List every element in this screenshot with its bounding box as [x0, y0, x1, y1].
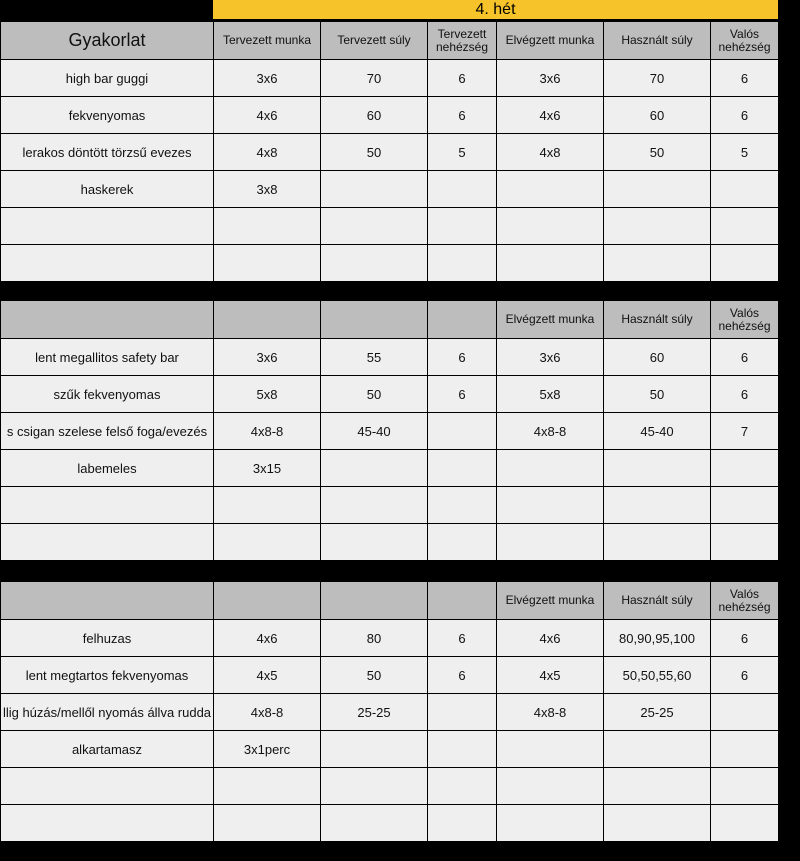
cell-exercise[interactable] — [1, 413, 214, 450]
cell-exercise[interactable]: haskerek — [1, 171, 214, 208]
table-row — [1, 694, 779, 731]
cell-done-work[interactable]: 4x8-8 — [497, 413, 604, 450]
cell-used-weight[interactable] — [604, 245, 711, 282]
workout-table-2 — [0, 300, 779, 561]
cell-planned-difficulty[interactable] — [428, 694, 497, 731]
exercise-label: s csigan szelese felső foga/evezés — [6, 423, 208, 439]
cell-used-weight[interactable]: 50 — [604, 376, 711, 413]
cell-used-weight[interactable] — [604, 208, 711, 245]
header-real-difficulty-label: Valós nehézség — [718, 305, 771, 333]
cell-planned-work[interactable]: 3x6 — [214, 60, 321, 97]
cell-exercise[interactable] — [1, 805, 214, 842]
cell-planned-weight[interactable] — [321, 487, 428, 524]
cell-done-work[interactable]: 3x6 — [497, 60, 604, 97]
cell-planned-work[interactable] — [214, 208, 321, 245]
cell-planned-work[interactable]: 3x8 — [214, 171, 321, 208]
cell-used-weight[interactable] — [604, 524, 711, 561]
header-blank — [214, 582, 321, 620]
cell-planned-weight[interactable]: 25-25 — [321, 694, 428, 731]
header-used-weight: Használt súly — [604, 22, 711, 60]
header-planned-weight: Tervezett súly — [321, 22, 428, 60]
table-row — [1, 171, 779, 208]
cell-real-difficulty[interactable] — [711, 487, 779, 524]
cell-planned-difficulty[interactable] — [428, 245, 497, 282]
cell-done-work[interactable] — [497, 208, 604, 245]
cell-planned-difficulty[interactable] — [428, 768, 497, 805]
cell-planned-weight[interactable] — [321, 805, 428, 842]
cell-done-work[interactable]: 4x8-8 — [497, 694, 604, 731]
cell-real-difficulty[interactable] — [711, 694, 779, 731]
header-blank — [1, 301, 214, 339]
cell-used-weight[interactable]: 50 — [604, 134, 711, 171]
header-used-weight: Használt súly — [604, 301, 711, 339]
header-exercise: Gyakorlat — [1, 22, 214, 60]
header-done-work: Elvégzett munka — [497, 582, 604, 620]
cell-planned-weight[interactable]: 50 — [321, 657, 428, 694]
cell-real-difficulty[interactable]: 7 — [711, 413, 779, 450]
header-blank — [1, 582, 214, 620]
cell-used-weight[interactable] — [604, 731, 711, 768]
cell-planned-difficulty[interactable] — [428, 208, 497, 245]
cell-planned-work[interactable]: 4x8-8 — [214, 413, 321, 450]
table-row — [1, 487, 779, 524]
header-done-work: Elvégzett munka — [497, 22, 604, 60]
cell-used-weight[interactable]: 25-25 — [604, 694, 711, 731]
table-row — [1, 339, 779, 376]
cell-planned-difficulty[interactable]: 6 — [428, 339, 497, 376]
cell-real-difficulty[interactable] — [711, 171, 779, 208]
table-row — [1, 768, 779, 805]
cell-planned-work[interactable]: 4x5 — [214, 657, 321, 694]
cell-exercise[interactable] — [1, 768, 214, 805]
table-row — [1, 524, 779, 561]
cell-planned-difficulty[interactable] — [428, 450, 497, 487]
workout-table-1 — [0, 21, 779, 282]
cell-planned-work[interactable]: 4x6 — [214, 620, 321, 657]
header-blank — [214, 301, 321, 339]
table-header — [1, 582, 779, 620]
table-header — [1, 301, 779, 339]
cell-used-weight[interactable] — [604, 487, 711, 524]
table-row — [1, 413, 779, 450]
cell-planned-work[interactable] — [214, 245, 321, 282]
header-blank — [321, 582, 428, 620]
cell-exercise[interactable] — [1, 524, 214, 561]
workout-table-3 — [0, 581, 779, 842]
header-real-difficulty-label: Valós nehézség — [718, 26, 771, 54]
header-real-difficulty-label: Valós nehézség — [718, 586, 771, 614]
cell-real-difficulty[interactable] — [711, 245, 779, 282]
cell-real-difficulty[interactable] — [711, 208, 779, 245]
cell-planned-difficulty[interactable]: 6 — [428, 60, 497, 97]
cell-used-weight[interactable]: 45-40 — [604, 413, 711, 450]
cell-planned-work[interactable]: 4x6 — [214, 97, 321, 134]
cell-planned-difficulty[interactable] — [428, 487, 497, 524]
header-blank — [428, 301, 497, 339]
cell-planned-weight[interactable]: 55 — [321, 339, 428, 376]
cell-used-weight[interactable] — [604, 805, 711, 842]
cell-planned-difficulty[interactable]: 6 — [428, 657, 497, 694]
cell-planned-difficulty[interactable] — [428, 731, 497, 768]
cell-real-difficulty[interactable] — [711, 524, 779, 561]
cell-used-weight[interactable]: 60 — [604, 339, 711, 376]
exercise-label: llig húzás/mellől nyomás állva rudda — [2, 704, 212, 720]
cell-planned-difficulty[interactable]: 6 — [428, 376, 497, 413]
cell-used-weight[interactable]: 50,50,55,60 — [604, 657, 711, 694]
cell-done-work[interactable] — [497, 487, 604, 524]
cell-real-difficulty[interactable]: 6 — [711, 339, 779, 376]
cell-planned-weight[interactable] — [321, 171, 428, 208]
table-row — [1, 97, 779, 134]
cell-planned-weight[interactable] — [321, 450, 428, 487]
cell-planned-work[interactable] — [214, 487, 321, 524]
table-row — [1, 134, 779, 171]
cell-done-work[interactable]: 3x6 — [497, 339, 604, 376]
header-done-work: Elvégzett munka — [497, 301, 604, 339]
header-planned-difficulty — [428, 22, 497, 60]
cell-planned-work[interactable]: 3x1perc — [214, 731, 321, 768]
cell-exercise[interactable]: high bar guggi — [1, 60, 214, 97]
cell-planned-work[interactable] — [214, 768, 321, 805]
cell-planned-weight[interactable]: 45-40 — [321, 413, 428, 450]
cell-real-difficulty[interactable]: 6 — [711, 620, 779, 657]
cell-planned-weight[interactable] — [321, 768, 428, 805]
cell-planned-weight[interactable] — [321, 524, 428, 561]
cell-planned-weight[interactable] — [321, 245, 428, 282]
cell-real-difficulty[interactable] — [711, 450, 779, 487]
table-row — [1, 450, 779, 487]
table-row — [1, 245, 779, 282]
table-row — [1, 376, 779, 413]
cell-used-weight[interactable]: 80,90,95,100 — [604, 620, 711, 657]
cell-planned-difficulty[interactable]: 6 — [428, 620, 497, 657]
cell-exercise[interactable]: lerakos döntött törzsű evezes — [1, 134, 214, 171]
cell-done-work[interactable] — [497, 524, 604, 561]
cell-real-difficulty[interactable]: 6 — [711, 97, 779, 134]
header-real-difficulty — [711, 301, 779, 339]
cell-planned-weight[interactable]: 50 — [321, 376, 428, 413]
cell-used-weight[interactable]: 70 — [604, 60, 711, 97]
cell-real-difficulty[interactable]: 6 — [711, 376, 779, 413]
table-row — [1, 805, 779, 842]
header-real-difficulty — [711, 22, 779, 60]
cell-done-work[interactable]: 4x8 — [497, 134, 604, 171]
cell-exercise[interactable] — [1, 487, 214, 524]
cell-used-weight[interactable] — [604, 171, 711, 208]
header-real-difficulty — [711, 582, 779, 620]
cell-planned-difficulty[interactable] — [428, 524, 497, 561]
table-row — [1, 731, 779, 768]
cell-planned-difficulty[interactable] — [428, 805, 497, 842]
cell-real-difficulty[interactable] — [711, 731, 779, 768]
table-row — [1, 208, 779, 245]
cell-exercise[interactable]: szűk fekvenyomas — [1, 376, 214, 413]
cell-exercise[interactable]: lent megtartos fekvenyomas — [1, 657, 214, 694]
cell-exercise[interactable] — [1, 245, 214, 282]
cell-done-work[interactable] — [497, 171, 604, 208]
cell-done-work[interactable] — [497, 805, 604, 842]
cell-done-work[interactable]: 4x5 — [497, 657, 604, 694]
table-row — [1, 620, 779, 657]
cell-planned-difficulty[interactable] — [428, 413, 497, 450]
table-row — [1, 60, 779, 97]
cell-done-work[interactable]: 5x8 — [497, 376, 604, 413]
cell-planned-difficulty[interactable]: 5 — [428, 134, 497, 171]
cell-planned-work[interactable]: 5x8 — [214, 376, 321, 413]
cell-planned-work[interactable] — [214, 805, 321, 842]
cell-done-work[interactable] — [497, 731, 604, 768]
cell-planned-work[interactable]: 4x8 — [214, 134, 321, 171]
cell-planned-weight[interactable]: 50 — [321, 134, 428, 171]
cell-used-weight[interactable] — [604, 450, 711, 487]
cell-planned-weight[interactable]: 70 — [321, 60, 428, 97]
cell-exercise[interactable]: labemeles — [1, 450, 214, 487]
header-planned-work: Tervezett munka — [214, 22, 321, 60]
cell-planned-difficulty[interactable] — [428, 171, 497, 208]
cell-exercise[interactable] — [1, 208, 214, 245]
cell-done-work[interactable] — [497, 245, 604, 282]
cell-exercise[interactable]: fekvenyomas — [1, 97, 214, 134]
cell-done-work[interactable] — [497, 768, 604, 805]
cell-done-work[interactable]: 4x6 — [497, 620, 604, 657]
cell-real-difficulty[interactable]: 6 — [711, 657, 779, 694]
header-planned-difficulty-label: Tervezett nehézség — [435, 26, 489, 54]
header-blank — [321, 301, 428, 339]
cell-planned-weight[interactable]: 60 — [321, 97, 428, 134]
cell-planned-weight[interactable]: 80 — [321, 620, 428, 657]
cell-done-work[interactable] — [497, 450, 604, 487]
cell-planned-work[interactable]: 3x15 — [214, 450, 321, 487]
cell-real-difficulty[interactable]: 5 — [711, 134, 779, 171]
table-row — [1, 657, 779, 694]
cell-real-difficulty[interactable]: 6 — [711, 60, 779, 97]
cell-planned-weight[interactable] — [321, 208, 428, 245]
cell-done-work[interactable]: 4x6 — [497, 97, 604, 134]
cell-used-weight[interactable] — [604, 768, 711, 805]
cell-exercise[interactable]: lent megallitos safety bar — [1, 339, 214, 376]
header-blank — [428, 582, 497, 620]
cell-exercise[interactable] — [1, 694, 214, 731]
table-header — [1, 22, 779, 60]
cell-real-difficulty[interactable] — [711, 768, 779, 805]
cell-planned-work[interactable] — [214, 524, 321, 561]
cell-exercise[interactable]: felhuzas — [1, 620, 214, 657]
cell-planned-weight[interactable] — [321, 731, 428, 768]
cell-real-difficulty[interactable] — [711, 805, 779, 842]
cell-exercise[interactable]: alkartamasz — [1, 731, 214, 768]
header-used-weight: Használt súly — [604, 582, 711, 620]
week-title: 4. hét — [213, 0, 778, 20]
cell-planned-work[interactable]: 4x8-8 — [214, 694, 321, 731]
cell-planned-work[interactable]: 3x6 — [214, 339, 321, 376]
cell-planned-difficulty[interactable]: 6 — [428, 97, 497, 134]
cell-used-weight[interactable]: 60 — [604, 97, 711, 134]
